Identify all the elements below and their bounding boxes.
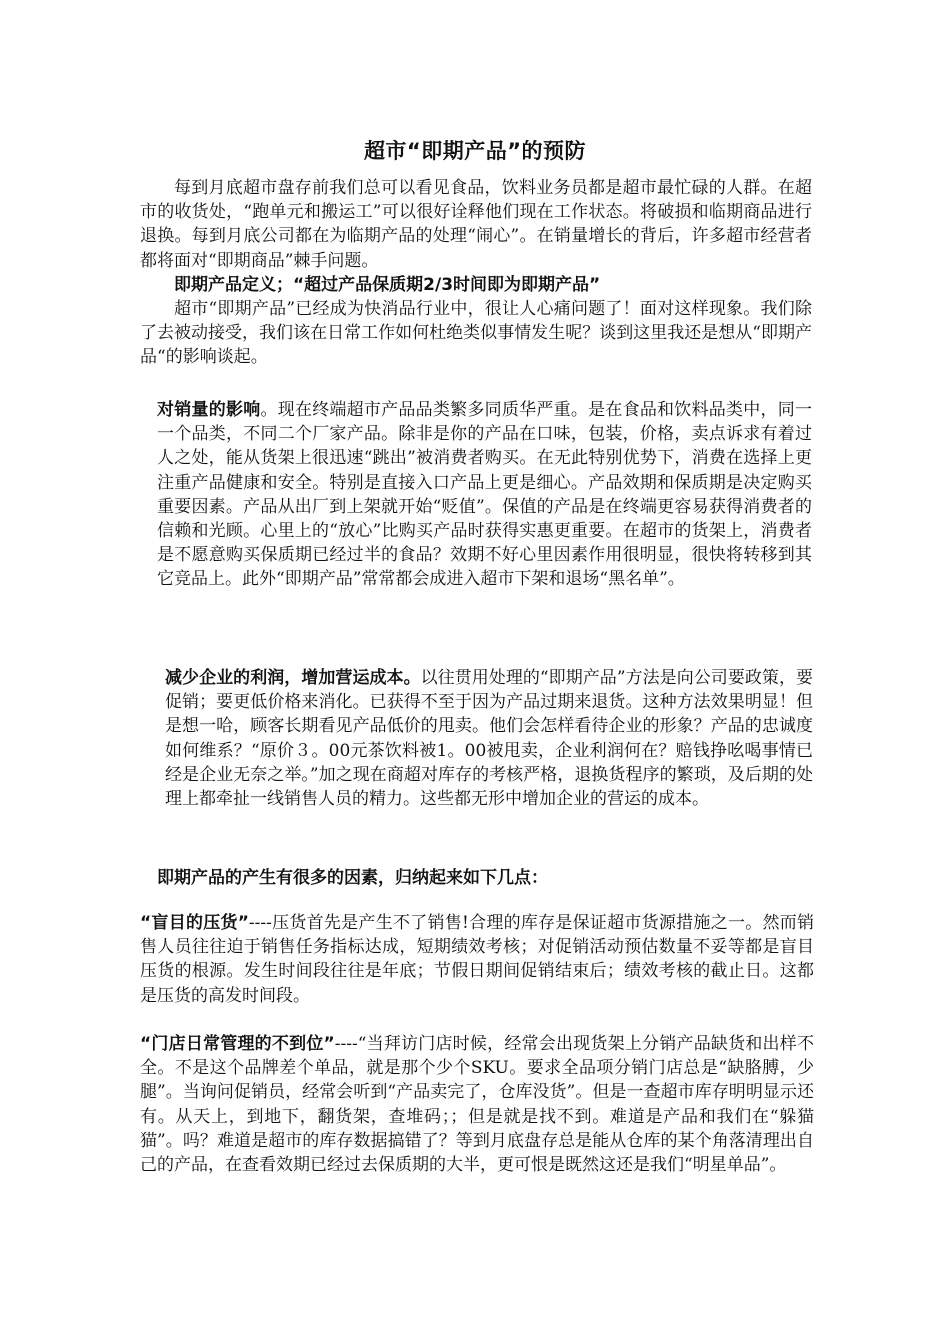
intro-paragraph: 每到月底超市盘存前我们总可以看见食品，饮料业务员都是超市最忙碌的人群。在超市的收货处，“跑单元和搬运工”可以很好诠释他们现在工作状态。将破损和临期商品进行退换。每到月底公司都在为临期产品的处理“闹心”。在销量增长的背后，许多超市经营者都将面对“即期商品”棘手问题。 xyxy=(140,178,812,271)
sales-impact-body: 。现在终端超市产品品类繁多同质华严重。是在食品和饮料品类中，同一一个品类，不同二个厂家产品。除非是你的产品在口味，包装，价格，卖点诉求有着过人之处，能从货架上很迅速“跳出”被消费者购买。在无此特别优势下，消费在选择上更注重产品健康和安全。特别是直接入口产品上更是细心。产品效期和保质期是决定购买重要因素。产品从出厂到上架就开始“贬值”。保值的产品是在终端更容易获得消费者的信赖和光顾。心里上的“放心”比购买产品时获得实惠更重要。在超市的货架上，消费者是不愿意购买保质期已经过半的食品？效期不好心里因素作用很明显，很快将转移到其它竞品上。此外“即期产品”常常都会成进入超市下架和退场“黑名单”。 xyxy=(157,400,813,590)
sales-impact-heading: 对销量的影响 xyxy=(157,400,261,420)
profit-impact-section xyxy=(165,666,813,811)
cause-1-section xyxy=(140,911,814,1008)
page-title: 超市“即期产品”的预防 xyxy=(363,139,587,163)
definition-heading: 即期产品定义；“超过产品保质期2/3时间即为即期产品” xyxy=(174,275,601,295)
causes-heading: 即期产品的产生有很多的因素，归纳起来如下几点： xyxy=(157,868,548,888)
profit-impact-body: 以往贯用处理的“即期产品”方法是向公司要政策，要促销；要更低价格来消化。已获得不至于因为产品过期来退货。这种方法效果明显！但是想一哈，顾客长期看见产品低价的甩卖。他们会怎样看待企业的形象？产品的忠诚度如何维系？“原价３。00元茶饮料被1。00被甩卖，企业利润何在？赔钱挣吆喝事情已经是企业无奈之举。”加之现在商超对库存的考核严格，退换货程序的繁琐，及后期的处理上都牵扯一线销售人员的精力。这些都无形中增加企业的营运的成本。 xyxy=(165,668,813,810)
cause-2-section xyxy=(140,1032,814,1177)
profit-impact-heading: 减少企业的利润，增加营运成本。 xyxy=(165,668,421,688)
cause-1-heading: “盲目的压货” xyxy=(140,913,249,933)
sales-impact-section xyxy=(157,398,812,592)
context-paragraph: 超市“即期产品”已经成为快消品行业中，很让人心痛问题了！面对这样现象。我们除了去被动接受，我们该在日常工作如何杜绝类似事情发生呢？谈到这里我还是想从“即期产品“的影响谈起。 xyxy=(140,299,812,368)
cause-1-body: ----压货首先是产生不了销售!合理的库存是保证超市货源措施之一。然而销售人员往往迫于销售任务指标达成，短期绩效考核；对促销活动预估数量不妥等都是盲目压货的根源。发生时间段往往是年底；节假日期间促销结束后；绩效考核的截止日。这都是压货的高发时间段。 xyxy=(140,913,814,1006)
cause-2-body: ----“当拜访门店时候，经常会出现货架上分销产品缺货和出样不全。不是这个品牌差个单品，就是那个少个SKU。要求全品项分销门店总是“缺胳膊，少腿”。当询问促销员，经常会听到“产品卖完了，仓库没货”。但是一查超市库存明明显示还有。从天上，到地下，翻货架，查堆码；；但是就是找不到。难道是产品和我们在“躲猫猫”。吗？难道是超市的库存数据搞错了？等到月底盘存总是能从仓库的某个角落清理出自己的产品，在查看效期已经过去保质期的大半，更可恨是既然这还是我们“明星单品”。 xyxy=(140,1034,814,1176)
cause-2-heading: “门店日常管理的不到位” xyxy=(140,1034,335,1054)
